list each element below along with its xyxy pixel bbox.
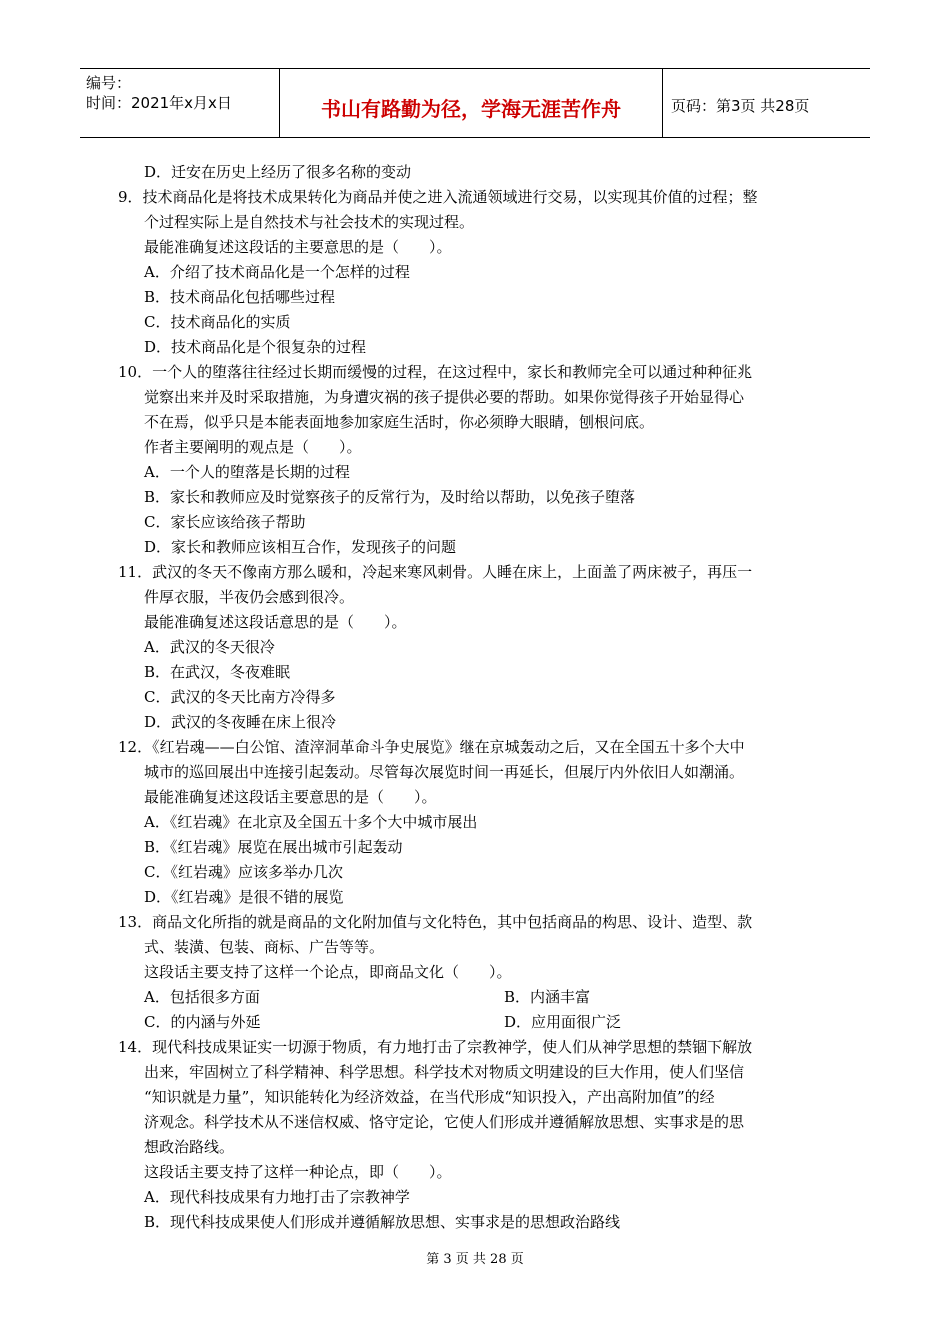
text-line: 最能准确复述这段话意思的是（ ）。	[144, 613, 407, 631]
page-label: 页码：第3页 共28页	[671, 97, 810, 115]
text-line: A．包括很多方面	[144, 988, 260, 1006]
text-line: 9．技术商品化是将技术成果转化为商品并使之进入流通领域进行交易，以实现其价值的过程；整	[118, 188, 758, 206]
text-line: C．家长应该给孩子帮助	[144, 513, 306, 531]
text-line: A．《红岩魂》在北京及全国五十多个大中城市展出	[144, 813, 478, 831]
text-line: D．技术商品化是个很复杂的过程	[144, 338, 367, 356]
text-line: 城市的巡回展出中连接引起轰动。尽管每次展览时间一再延长，但展厅内外依旧人如潮涌。	[144, 763, 745, 781]
text-line: 10．一个人的堕落往往经过长期而缓慢的过程，在这过程中，家长和教师完全可以通过种种征兆	[118, 363, 753, 381]
text-line: B．家长和教师应及时觉察孩子的反常行为，及时给以帮助，以免孩子堕落	[144, 488, 636, 506]
text-line: A．介绍了技术商品化是一个怎样的过程	[144, 263, 410, 281]
number-label: 编号：	[86, 74, 132, 92]
text-line: 作者主要阐明的观点是（ ）。	[144, 438, 362, 456]
header-page-cell	[663, 69, 870, 137]
text-line: 14．现代科技成果证实一切源于物质，有力地打击了宗教神学，使人们从神学思想的禁锢下解放	[118, 1038, 753, 1056]
text-line: “知识就是力量”，知识能转化为经济效益，在当代形成“知识投入，产出高附加值”的经	[144, 1088, 715, 1106]
text-line: 式、装潢、包装、商标、广告等等。	[144, 938, 385, 956]
text-line: 这段话主要支持了这样一种论点，即（ ）。	[144, 1163, 452, 1181]
page-footer: 第 3 页 共 28 页	[426, 1252, 524, 1267]
text-line: 件厚衣服，半夜仍会感到很冷。	[144, 588, 355, 606]
text-line: 12．《红岩魂——白公馆、渣滓洞革命斗争史展览》继在京城轰动之后，又在全国五十多个大中	[118, 738, 745, 756]
text-line: C．武汉的冬天比南方冷得多	[144, 688, 336, 706]
text-line: 济观念。科学技术从不迷信权威、恪守定论，它使人们形成并遵循解放思想、实事求是的思	[144, 1113, 745, 1131]
text-line: B．技术商品化包括哪些过程	[144, 288, 336, 306]
text-line: 出来，牢固树立了科学精神、科学思想。科学技术对物质文明建设的巨大作用，使人们坚信	[144, 1063, 745, 1081]
page-header	[80, 68, 870, 138]
text-line: 觉察出来并及时采取措施，为身遭灾祸的孩子提供必要的帮助。如果你觉得孩子开始显得心	[144, 388, 745, 406]
text-line: 不在焉，似乎只是本能表面地参加家庭生活时，你必须睁大眼睛，刨根问底。	[144, 413, 655, 431]
text-line: B．现代科技成果使人们形成并遵循解放思想、实事求是的思想政治路线	[144, 1213, 621, 1231]
text-line: A．一个人的堕落是长期的过程	[144, 463, 350, 481]
date-label: 时间：2021年x月x日	[86, 94, 232, 112]
motto-text: 书山有路勤为径，学海无涯苦作舟	[321, 97, 621, 121]
text-line: 最能准确复述这段话主要意思的是（ ）。	[144, 788, 437, 806]
text-line: C．技术商品化的实质	[144, 313, 291, 331]
text-line: D．迁安在历史上经历了很多名称的变动	[144, 163, 412, 181]
header-motto-cell	[280, 69, 663, 137]
text-line: D．家长和教师应该相互合作，发现孩子的问题	[144, 538, 457, 556]
header-info-cell	[80, 69, 280, 137]
text-line: A．武汉的冬天很冷	[144, 638, 275, 656]
text-line: 个过程实际上是自然技术与社会技术的实现过程。	[144, 213, 475, 231]
text-line: 11．武汉的冬天不像南方那么暖和，冷起来寒风刺骨。人睡在床上，上面盖了两床被子，再压一	[118, 563, 753, 581]
text-line: D．应用面很广泛	[504, 1013, 622, 1031]
text-line: B．在武汉，冬夜难眠	[144, 663, 291, 681]
text-line: C．的内涵与外延	[144, 1013, 261, 1031]
text-line: D．武汉的冬夜睡在床上很冷	[144, 713, 337, 731]
text-line: A．现代科技成果有力地打击了宗教神学	[144, 1188, 410, 1206]
text-line: 13．商品文化所指的就是商品的文化附加值与文化特色，其中包括商品的构思、设计、造型、款	[118, 913, 753, 931]
text-line: 最能准确复述这段话的主要意思的是（ ）。	[144, 238, 452, 256]
text-line: 想政治路线。	[144, 1138, 235, 1156]
text-line: 这段话主要支持了这样一个论点，即商品文化（ ）。	[144, 963, 512, 981]
text-line: C．《红岩魂》应该多举办几次	[144, 863, 343, 881]
text-line: B．内涵丰富	[504, 988, 591, 1006]
text-line: D．《红岩魂》是很不错的展览	[144, 888, 344, 906]
text-line: B．《红岩魂》展览在展出城市引起轰动	[144, 838, 403, 856]
